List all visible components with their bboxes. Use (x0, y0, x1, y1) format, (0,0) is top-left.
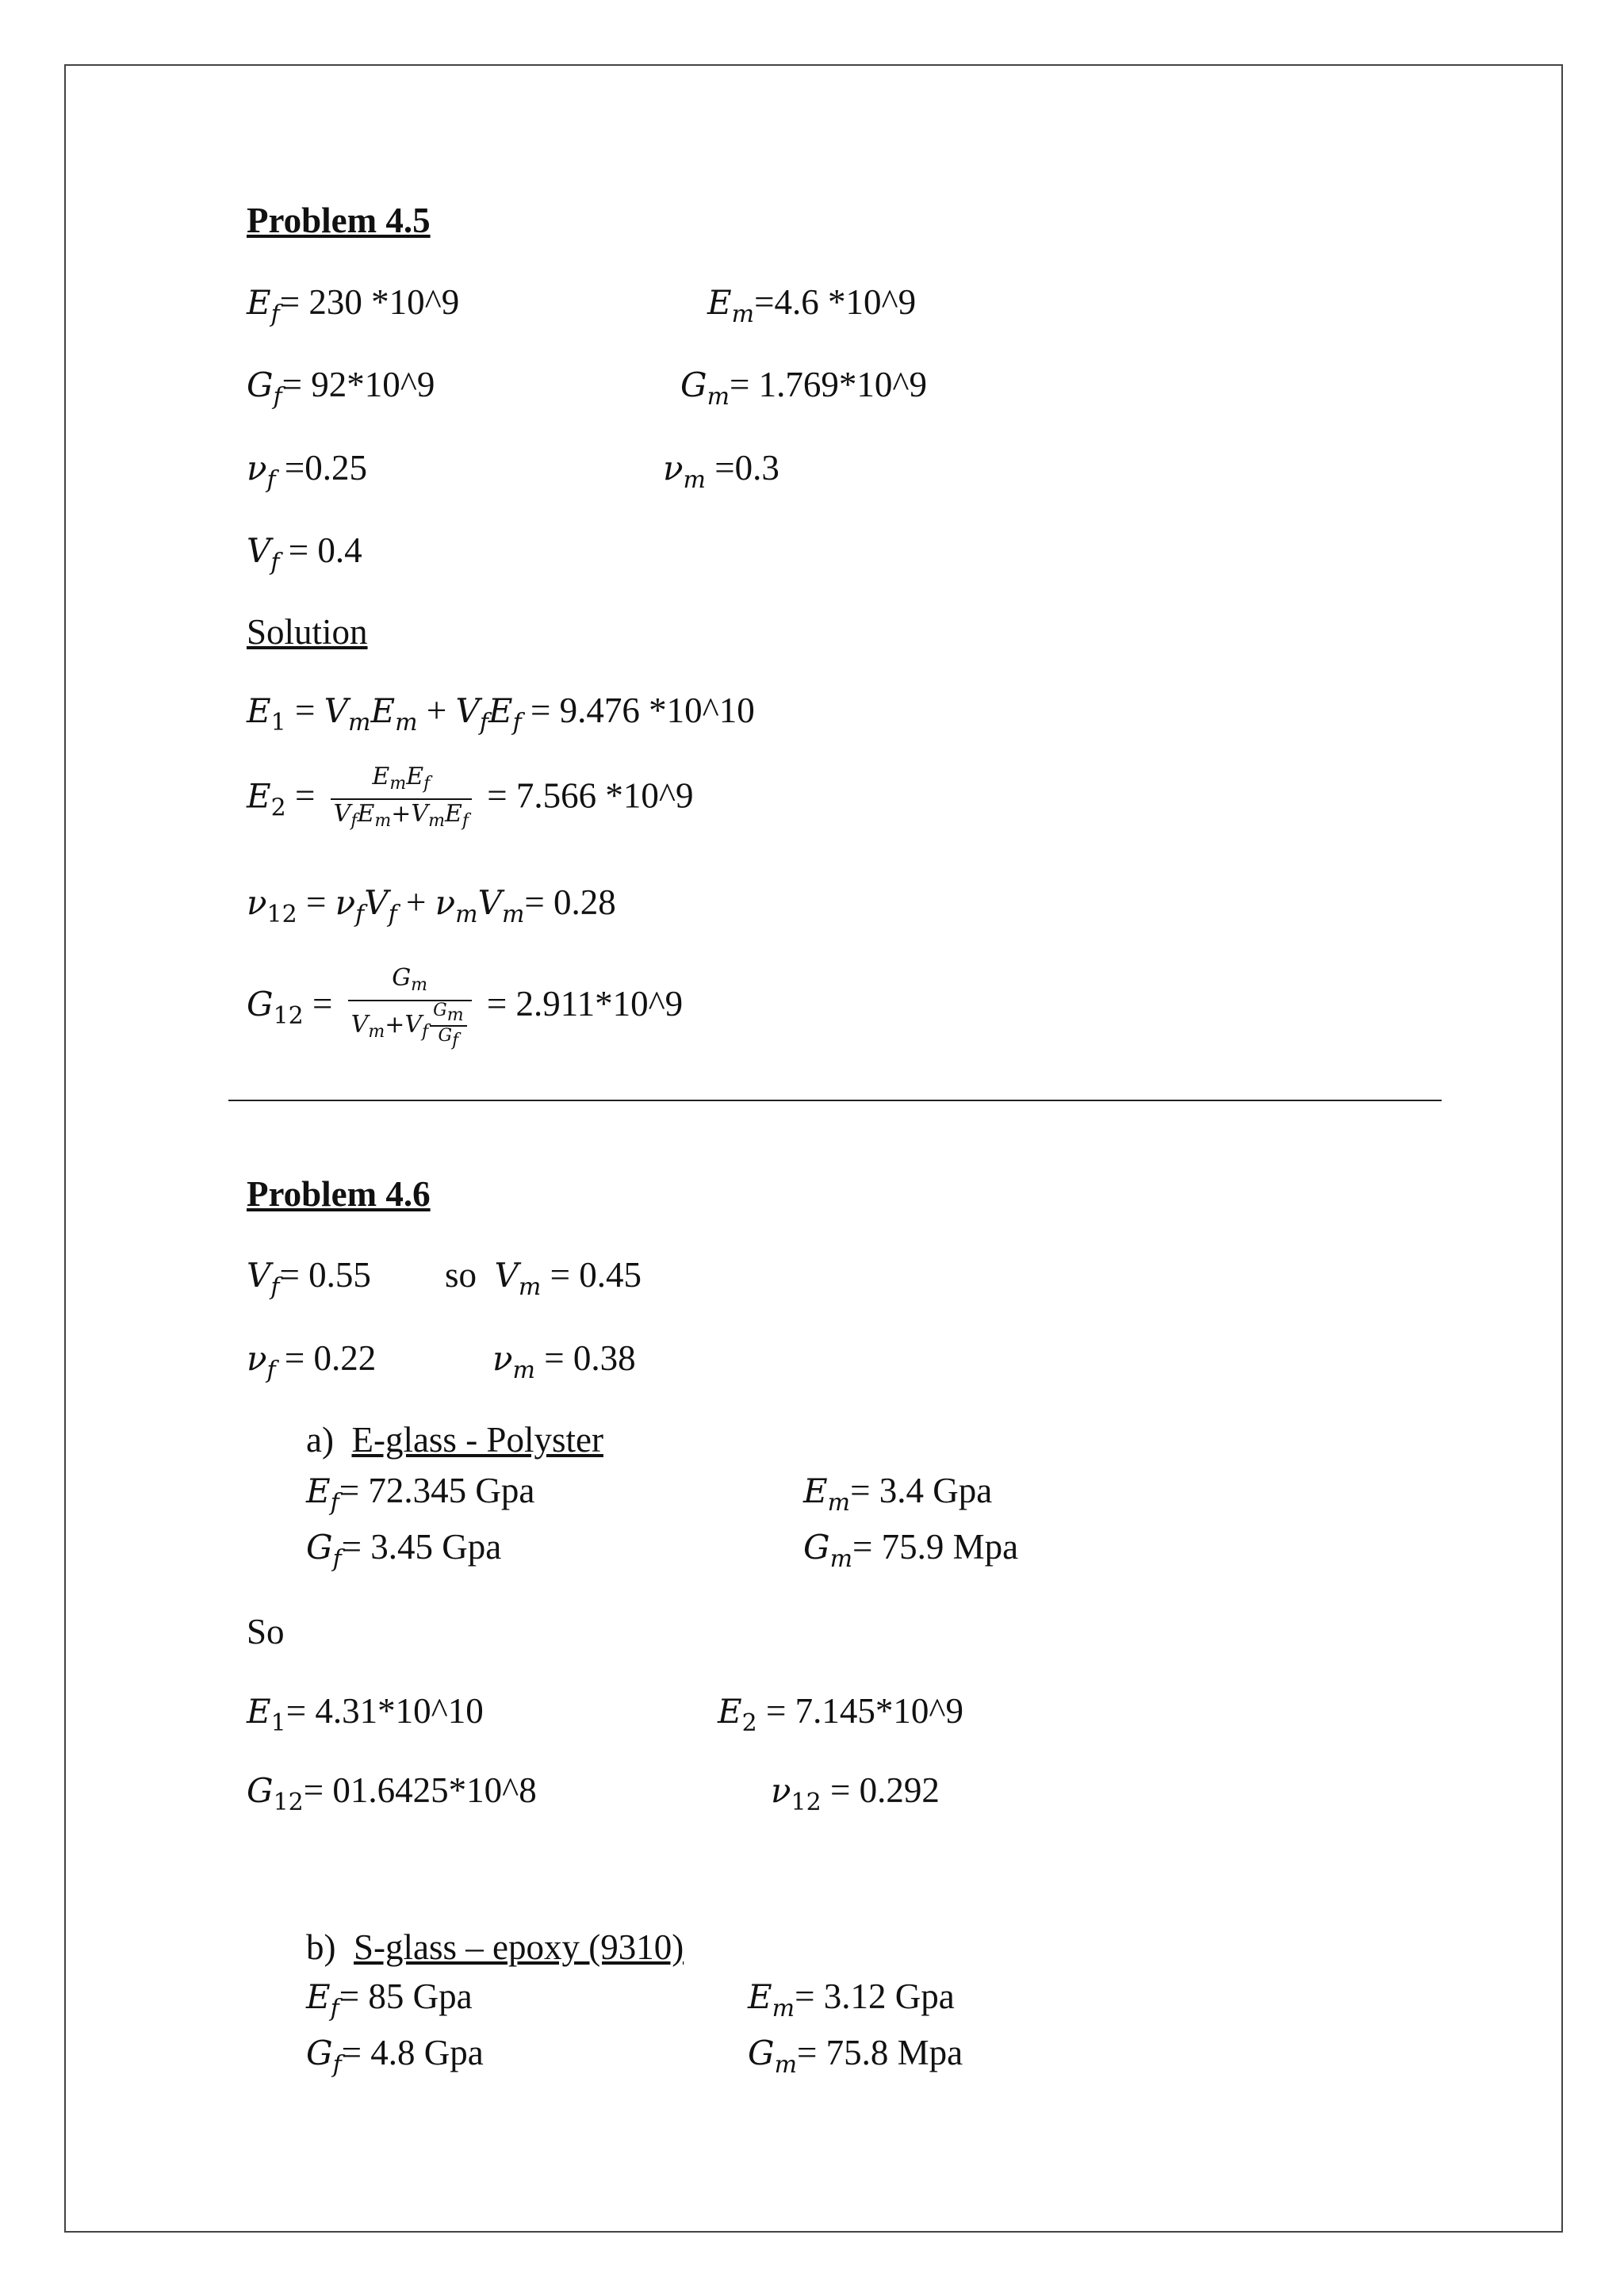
b-ef-value: = 85 Gpa (339, 1976, 473, 2016)
g12-result: = 2.911*10^9 (486, 983, 684, 1024)
equation-e1: $E_1 = V_mE_m + V_fE_f = 9.476$ *10^10 (247, 691, 755, 737)
a-ef-value: = 72.345 Gpa (339, 1471, 535, 1510)
a-e1-value: = 4.31*10^10 (285, 1691, 484, 1731)
p46-nuf-value: = 0.22 (284, 1338, 377, 1378)
e2-fraction: $\frac{E_mE_f}{V_fE_m+V_mE_f}$ (331, 763, 472, 836)
p45-gf-value: = 92*10^9 (282, 365, 435, 404)
g12-fraction: $G_m$ $V_m+V_f$ $\frac{Gm}{Gf}$ (348, 964, 472, 1050)
p46-num-line: $\nu_m = 0.38$ (492, 1338, 636, 1384)
p46-vf-value: = 0.55 (279, 1255, 371, 1295)
part-a-label: a) (306, 1420, 334, 1460)
a-gf-value: = 3.45 Gpa (341, 1527, 502, 1567)
b-gf-value: = 4.8 Gpa (341, 2033, 484, 2072)
a-nu12-value: = 0.292 (829, 1770, 940, 1810)
p46-so-text: so (445, 1255, 477, 1295)
problem-4-5-title: Problem 4.5 (247, 201, 431, 240)
solution-heading: Solution (247, 612, 368, 652)
section-divider (228, 1100, 1442, 1101)
a-e2-line: $E_2$ = 7.145*10^9 (718, 1691, 964, 1737)
p46-vm-value: = 0.45 (550, 1255, 642, 1295)
p46-vm-line: so $V_m = 0.45$ (445, 1255, 642, 1301)
a-em-value: = 3.4 Gpa (850, 1471, 993, 1510)
p45-gm-line: $G_m=$ 1.769*10^9 (680, 365, 928, 411)
p45-em-line: $E_m=4.6$ *10^9 (707, 282, 917, 328)
p45-nuf-value: =0.25 (284, 448, 368, 488)
p45-ef-line: $E_f= 230$ *10^9 (247, 282, 460, 328)
p45-ef-value: = 230 *10^9 (279, 282, 460, 322)
b-gf-line: $G_f= 4.8$ Gpa (306, 2033, 484, 2079)
a-g12-value: = 01.6425*10^8 (303, 1770, 537, 1810)
part-b-label: b) (306, 1927, 336, 1967)
part-b-material: S-glass – epoxy (9310) (354, 1927, 684, 1967)
part-a-heading (306, 1418, 603, 1462)
p45-em-value: =4.6 *10^9 (754, 282, 917, 322)
equation-nu12: $\nu_{12} = \nu_fV_f + \nu_mV_m= 0.28$ (247, 882, 616, 928)
nu12-result: = 0.28 (524, 882, 616, 922)
problem-4-6-title: Problem 4.6 (247, 1174, 431, 1214)
b-em-line: $E_m= 3.12$ Gpa (748, 1976, 955, 2022)
a-e1-line: $E_1=$ 4.31*10^10 (247, 1691, 484, 1737)
b-gm-value: = 75.8 Mpa (797, 2033, 963, 2072)
so-text: So (247, 1612, 285, 1651)
a-ef-line: $E_f= 72.345$ Gpa (306, 1471, 535, 1517)
p45-vf-line: $V_f = 0.4$ (247, 530, 362, 576)
a-gm-line: $G_m= 75.9$ Mpa (803, 1527, 1019, 1573)
e1-result: = 9.476 *10^10 (530, 691, 755, 730)
p45-gf-line: $G_f=$ 92*10^9 (247, 365, 435, 411)
p45-vf-value: = 0.4 (288, 530, 362, 570)
a-em-line: $E_m= 3.4$ Gpa (803, 1471, 993, 1517)
a-e2-value: = 7.145*10^9 (766, 1691, 964, 1731)
b-gm-line: $G_m= 75.8$ Mpa (748, 2033, 963, 2079)
p45-num-value: =0.3 (714, 448, 779, 488)
equation-e2: $E_2$ = $\frac{E_mE_f}{V_fE_m+V_mE_f}$ = 7.566 *10^9 (247, 763, 694, 836)
p45-gm-value: = 1.769*10^9 (730, 365, 928, 404)
part-b-heading (306, 1925, 684, 1969)
part-a-material: E-glass - Polyster (351, 1420, 603, 1460)
e2-result: = 7.566 *10^9 (487, 775, 694, 816)
a-g12-line: $G_{12}=$ 01.6425*10^8 (247, 1770, 537, 1816)
p45-num-line: $\nu_m =0.3$ (663, 448, 779, 494)
a-gf-line: $G_f= 3.45$ Gpa (306, 1527, 502, 1573)
equation-g12: $G_{12}$ = $G_m$ $V_m+V_f$ $\frac{Gm}{Gf}$ = 2.911*10^9 (247, 964, 684, 1050)
a-nu12-line: $\nu_{12} = 0.292$ (771, 1770, 940, 1816)
p45-nuf-line: $\nu_f =0.25$ (247, 448, 368, 494)
b-ef-line: $E_f= 85$ Gpa (306, 1976, 473, 2022)
p46-num-value: = 0.38 (544, 1338, 636, 1378)
p46-vf-line: $V_f= 0.55$ (247, 1255, 371, 1301)
a-gm-value: = 75.9 Mpa (852, 1527, 1019, 1567)
p46-nuf-line: $\nu_f = 0.22$ (247, 1338, 377, 1384)
b-em-value: = 3.12 Gpa (795, 1976, 955, 2016)
